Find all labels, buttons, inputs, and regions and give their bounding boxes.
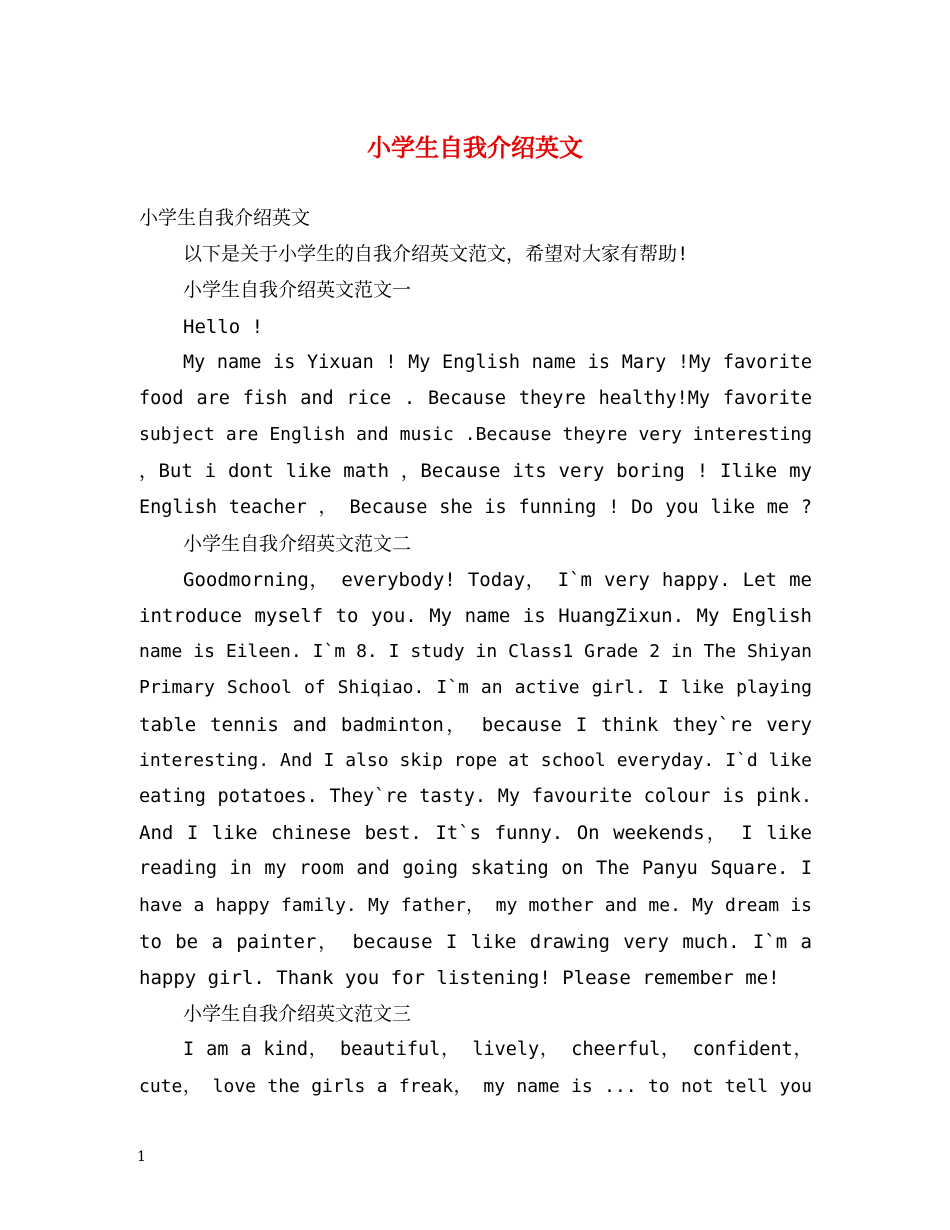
body-line: Goodmorning， everybody! Today， I`m very happy. Let me (183, 568, 812, 591)
body-line: interesting. And I also skip rope at school everyday. I`d like (139, 749, 812, 771)
section-heading-2: 小学生自我介绍英文范文二 (183, 532, 412, 555)
page-number: 1 (137, 1149, 146, 1165)
section-heading-1: 小学生自我介绍英文范文一 (183, 279, 412, 302)
section-heading-3: 小学生自我介绍英文范文三 (183, 1003, 412, 1026)
body-line-heading: 小学生自我介绍英文 (139, 207, 311, 229)
body-line: Primary School of Shiqiao. I`m an active girl. I like playing (139, 677, 812, 699)
body-line: introduce myself to you. My name is HuangZixun. My English (139, 605, 812, 628)
body-line: have a happy family. My father， my mother and me. My dream is (139, 894, 812, 916)
body-line: name is Eileen. I`m 8. I study in Class1 Grade 2 in The Shiyan (139, 641, 812, 663)
body-line: And I like chinese best. It`s funny. On weekends， I like (139, 822, 812, 845)
body-line-intro: 以下是关于小学生的自我介绍英文范文，希望对大家有帮助! (183, 243, 689, 266)
body-line: eating potatoes. They`re tasty. My favourite colour is pink. (139, 786, 812, 807)
body-line: reading in my room and going skating on The Panyu Square. I (139, 858, 812, 880)
body-line: to be a painter， because I like drawing very much. I`m a (139, 930, 812, 953)
body-line: cute， love the girls a freak， my name is ... to not tell you (139, 1075, 812, 1097)
body-line: English teacher ， Because she is funning ! Do you like me ? (139, 496, 812, 518)
document-body (139, 200, 812, 1105)
body-line: food are fish and rice . Because theyre healthy!My favorite (139, 387, 812, 409)
body-line: subject are English and music .Because theyre very interesting (139, 424, 812, 446)
body-line: table tennis and badminton， because I think they`re very (139, 713, 812, 736)
body-line: My name is Yixuan ! My English name is Mary !My favorite (183, 351, 812, 373)
body-line: I am a kind， beautiful， lively， cheerful， confident， (183, 1039, 812, 1061)
body-line: Hello ! (183, 315, 264, 338)
body-line: ，But i dont like math ，Because its very boring ! Ilike my (139, 460, 812, 483)
body-line: happy girl. Thank you for listening! Please remember me! (139, 966, 780, 989)
document-title: 小学生自我介绍英文 (367, 133, 583, 162)
